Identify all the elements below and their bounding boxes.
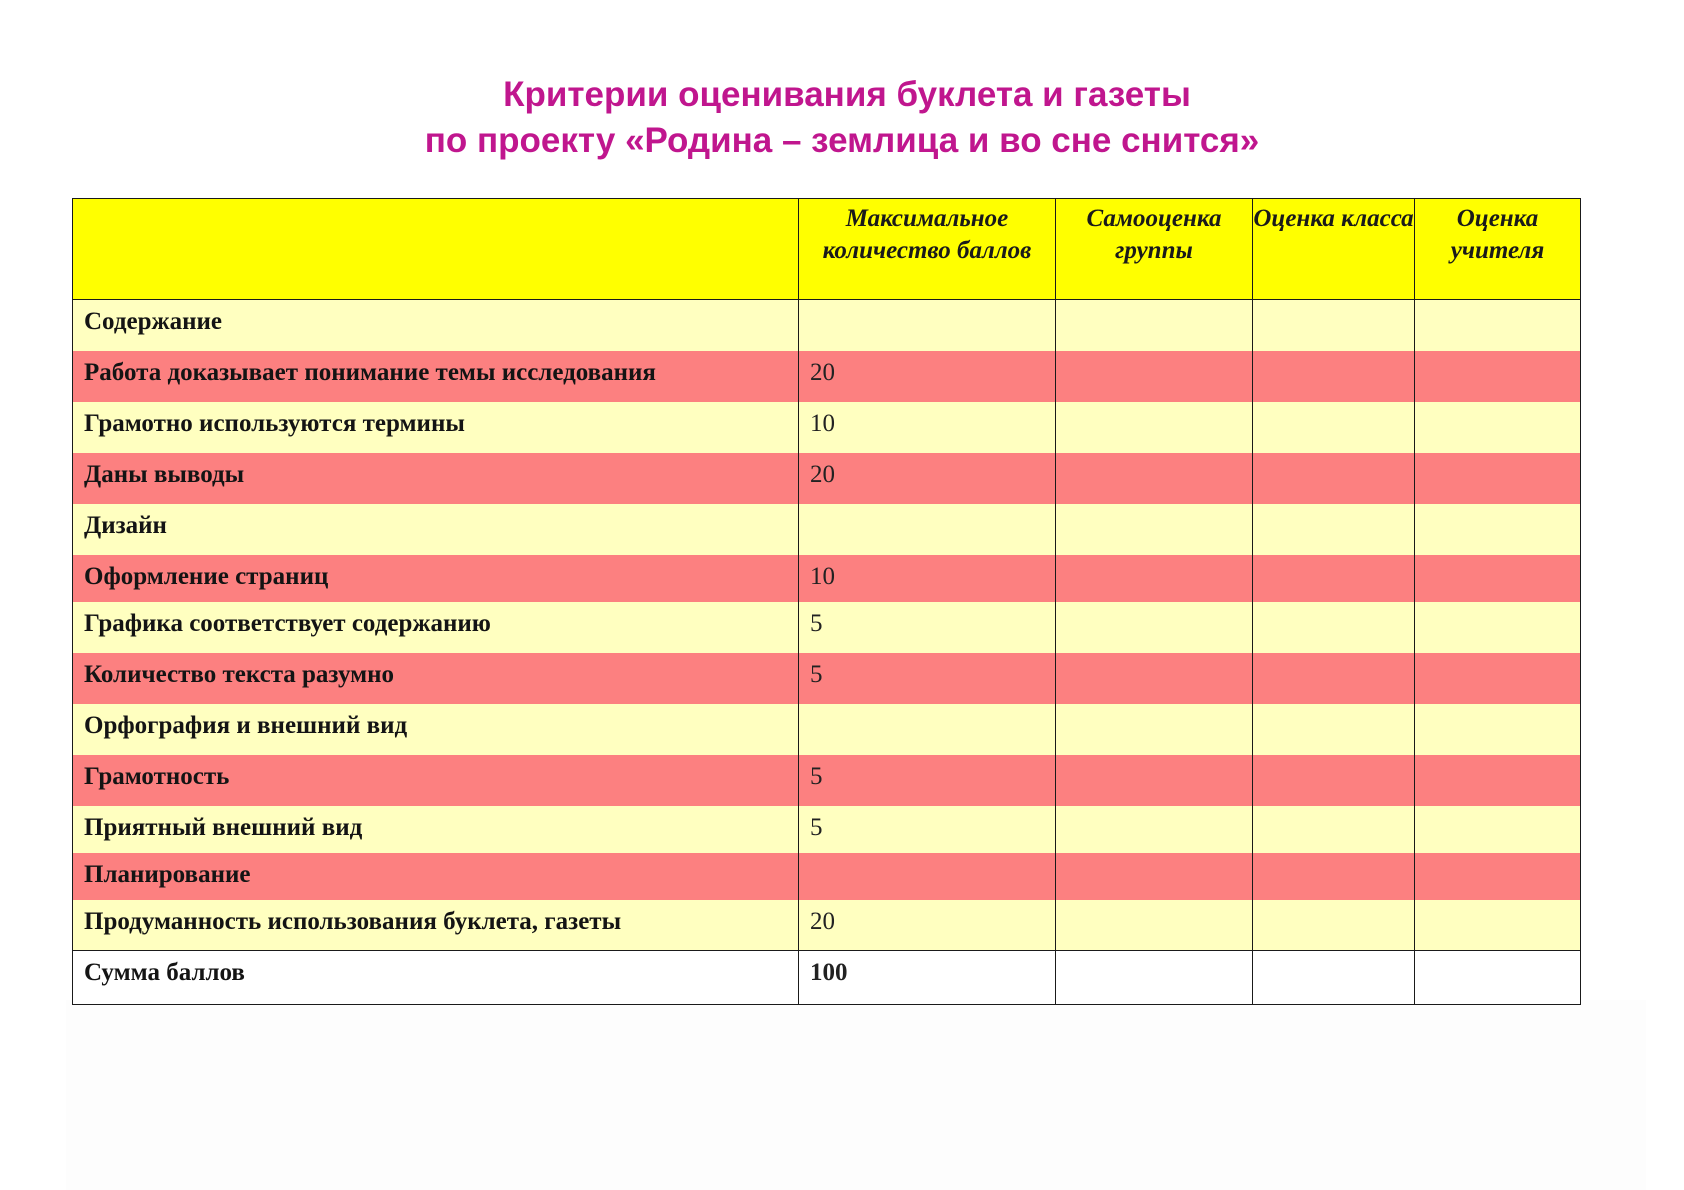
table-row <box>73 806 1581 853</box>
total-label-cell: Сумма баллов <box>73 951 799 1005</box>
criteria-table <box>72 198 1581 1005</box>
self-assessment-cell <box>1056 602 1253 653</box>
class-assessment-cell <box>1253 853 1415 900</box>
table-row <box>73 853 1581 900</box>
max-points-cell: 5 <box>799 602 1056 653</box>
max-points-cell: 10 <box>799 402 1056 453</box>
criterion-cell: Приятный внешний вид <box>73 806 799 853</box>
max-points-cell <box>799 704 1056 755</box>
max-points-cell <box>799 300 1056 351</box>
self-assessment-cell <box>1056 300 1253 351</box>
table-row <box>73 402 1581 453</box>
criterion-cell: Продуманность использования буклета, газеты <box>73 900 799 951</box>
table-row <box>73 300 1581 351</box>
teacher-assessment-cell <box>1415 402 1581 453</box>
table-row <box>73 351 1581 402</box>
teacher-assessment-cell <box>1415 704 1581 755</box>
table-row <box>73 504 1581 555</box>
teacher-assessment-cell <box>1415 806 1581 853</box>
max-points-cell: 5 <box>799 806 1056 853</box>
self-assessment-cell <box>1056 402 1253 453</box>
teacher-assessment-cell <box>1415 653 1581 704</box>
table-row <box>73 555 1581 602</box>
self-assessment-cell <box>1056 853 1253 900</box>
table-row <box>73 602 1581 653</box>
class-assessment-cell <box>1253 704 1415 755</box>
total-max-cell: 100 <box>799 951 1056 1005</box>
self-assessment-cell <box>1056 951 1253 1005</box>
criterion-cell: Оформление страниц <box>73 555 799 602</box>
class-assessment-cell <box>1253 351 1415 402</box>
teacher-assessment-cell <box>1415 602 1581 653</box>
class-assessment-cell <box>1253 653 1415 704</box>
criterion-cell: Планирование <box>73 853 799 900</box>
class-assessment-cell <box>1253 402 1415 453</box>
teacher-assessment-cell <box>1415 300 1581 351</box>
teacher-assessment-cell <box>1415 555 1581 602</box>
self-assessment-cell <box>1056 755 1253 806</box>
max-points-cell <box>799 853 1056 900</box>
criterion-cell: Дизайн <box>73 504 799 555</box>
header-teacher-assessment: Оценка учителя <box>1415 199 1581 300</box>
self-assessment-cell <box>1056 351 1253 402</box>
class-assessment-cell <box>1253 602 1415 653</box>
max-points-cell: 5 <box>799 755 1056 806</box>
self-assessment-cell <box>1056 900 1253 951</box>
teacher-assessment-cell <box>1415 755 1581 806</box>
table-row <box>73 755 1581 806</box>
max-points-cell: 20 <box>799 453 1056 504</box>
max-points-cell: 5 <box>799 653 1056 704</box>
header-class-assessment: Оценка класса <box>1253 199 1415 300</box>
criterion-cell: Орфография и внешний вид <box>73 704 799 755</box>
max-points-cell: 20 <box>799 351 1056 402</box>
teacher-assessment-cell <box>1415 504 1581 555</box>
table-row <box>73 653 1581 704</box>
self-assessment-cell <box>1056 653 1253 704</box>
self-assessment-cell <box>1056 704 1253 755</box>
teacher-assessment-cell <box>1415 951 1581 1005</box>
teacher-assessment-cell <box>1415 900 1581 951</box>
max-points-cell: 20 <box>799 900 1056 951</box>
criterion-cell: Содержание <box>73 300 799 351</box>
page-shade <box>66 1000 1646 1190</box>
teacher-assessment-cell <box>1415 351 1581 402</box>
max-points-cell: 10 <box>799 555 1056 602</box>
document-title <box>0 72 1684 164</box>
class-assessment-cell <box>1253 951 1415 1005</box>
class-assessment-cell <box>1253 900 1415 951</box>
table-row <box>73 900 1581 951</box>
criterion-cell: Грамотно используются термины <box>73 402 799 453</box>
self-assessment-cell <box>1056 806 1253 853</box>
title-line-2: по проекту «Родина – землица и во сне снится» <box>424 121 1260 160</box>
criterion-cell: Работа доказывает понимание темы исследования <box>73 351 799 402</box>
total-row <box>73 951 1581 1005</box>
table-row <box>73 453 1581 504</box>
criterion-cell: Количество текста разумно <box>73 653 799 704</box>
class-assessment-cell <box>1253 453 1415 504</box>
class-assessment-cell <box>1253 806 1415 853</box>
self-assessment-cell <box>1056 555 1253 602</box>
class-assessment-cell <box>1253 300 1415 351</box>
header-self-assessment: Самооценка группы <box>1056 199 1253 300</box>
teacher-assessment-cell <box>1415 453 1581 504</box>
header-row <box>73 199 1581 300</box>
class-assessment-cell <box>1253 504 1415 555</box>
criterion-cell: Даны выводы <box>73 453 799 504</box>
max-points-cell <box>799 504 1056 555</box>
header-criterion <box>73 199 799 300</box>
self-assessment-cell <box>1056 453 1253 504</box>
table-row <box>73 704 1581 755</box>
criterion-cell: Грамотность <box>73 755 799 806</box>
self-assessment-cell <box>1056 504 1253 555</box>
teacher-assessment-cell <box>1415 853 1581 900</box>
criterion-cell: Графика соответствует содержанию <box>73 602 799 653</box>
class-assessment-cell <box>1253 555 1415 602</box>
class-assessment-cell <box>1253 755 1415 806</box>
header-max-points: Максимальное количество баллов <box>799 199 1056 300</box>
title-line-1: Критерии оценивания буклета и газеты <box>503 75 1191 114</box>
